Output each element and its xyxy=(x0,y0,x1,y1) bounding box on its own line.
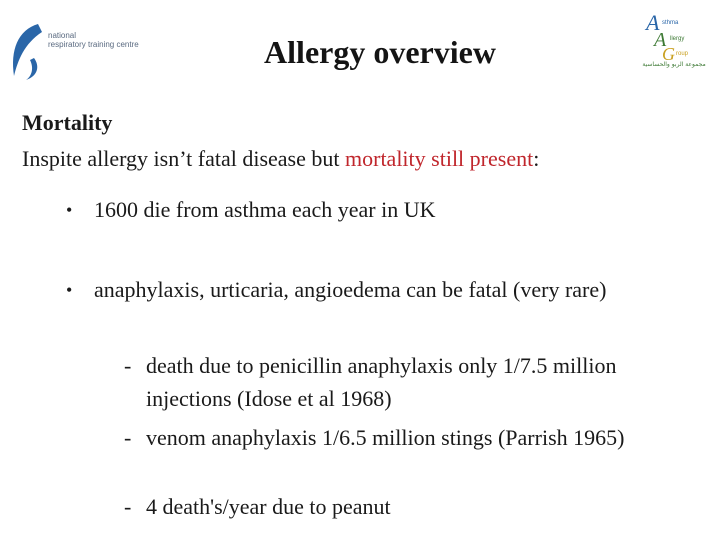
logo-word-llergy: llergy xyxy=(670,36,685,42)
section-heading: Mortality xyxy=(22,110,113,135)
bullet-text: anaphylaxis, urticaria, angioedema can be fatal (very rare) xyxy=(94,277,607,302)
bullet-dot-icon: • xyxy=(66,280,73,300)
intro-line xyxy=(22,146,539,172)
sub-dash: - xyxy=(124,425,132,450)
org-name-line1: national xyxy=(48,31,77,40)
logo-letter-g: G xyxy=(662,44,675,62)
org-name-line2: respiratory training centre xyxy=(48,40,139,49)
allergy-group-logo xyxy=(632,8,716,74)
sub-dash: - xyxy=(124,494,132,519)
sub-text: 4 death's/year due to peanut xyxy=(146,494,391,519)
sub-text: venom anaphylaxis 1/6.5 million stings (Parrish 1965) xyxy=(146,425,625,450)
bullet-text: 1600 die from asthma each year in UK xyxy=(94,197,436,222)
asthma-allergy-group-icon xyxy=(632,8,716,62)
sub-dash: - xyxy=(124,353,132,378)
intro-highlight: mortality still present xyxy=(345,146,534,171)
sub-text: death due to penicillin anaphylaxis only 1/7.5 million injections (Idose et al 1968) xyxy=(146,353,617,411)
intro-colon: : xyxy=(533,146,540,171)
logo-letter-a2: A xyxy=(654,29,667,51)
ntrc-swoosh-icon xyxy=(8,20,48,82)
org-name xyxy=(48,31,139,49)
intro-text: Inspite allergy isn’t fatal disease but xyxy=(22,146,345,171)
logo-word-sthma: sthma xyxy=(662,20,679,26)
slide-title: Allergy overview xyxy=(264,34,496,70)
logo-arabic-caption: مجموعة الربو والحساسية xyxy=(642,61,706,68)
logo-word-roup: roup xyxy=(676,51,689,57)
logo-letter-a1: A xyxy=(646,10,660,35)
bullet-dot-icon: • xyxy=(66,200,73,220)
ntrc-logo xyxy=(8,20,148,82)
